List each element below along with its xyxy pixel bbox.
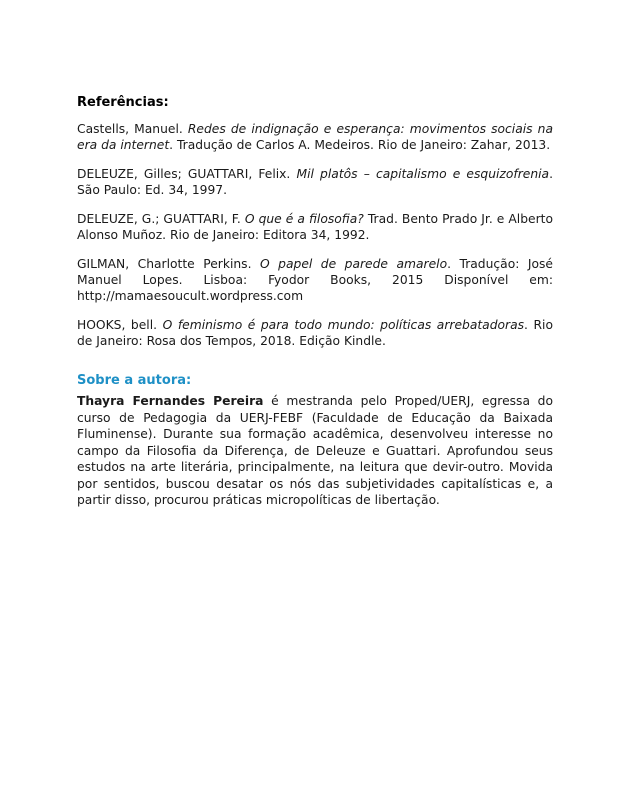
reference-title: O que é a filosofia? <box>244 212 364 226</box>
reference-authors: HOOKS, bell. <box>77 318 163 332</box>
reference-authors: DELEUZE, Gilles; GUATTARI, Felix. <box>77 167 297 181</box>
reference-item <box>77 317 553 349</box>
author-name: Thayra Fernandes Pereira <box>77 394 264 408</box>
reference-title: O feminismo é para todo mundo: políticas arrebatadoras <box>162 318 525 332</box>
reference-item <box>77 166 553 198</box>
reference-authors: GILMAN, Charlotte Perkins. <box>77 257 260 271</box>
reference-details: . Rio de Janeiro: Rosa dos Tempos, 2018. Edição Kindle. <box>77 318 553 348</box>
author-heading: Sobre a autora: <box>77 373 192 388</box>
reference-title: Redes de indignação e esperança: movimentos sociais na era da internet <box>77 122 553 152</box>
reference-authors: DELEUZE, G.; GUATTARI, F. <box>77 212 245 226</box>
reference-details: . São Paulo: Ed. 34, 1997. <box>77 167 553 197</box>
reference-authors: Castells, Manuel. <box>77 122 188 136</box>
reference-details: . Tradução de Carlos A. Medeiros. Rio de Janeiro: Zahar, 2013. <box>169 138 551 152</box>
reference-title: O papel de parede amarelo <box>260 257 448 271</box>
reference-details: . Tradução: José Manuel Lopes. Lisboa: Fyodor Books, 2015 Disponível em: http://mamaesoucult.wordpress.com <box>77 257 553 303</box>
reference-item <box>77 121 553 153</box>
document-page <box>77 94 553 509</box>
references-heading: Referências: <box>77 95 169 110</box>
reference-item <box>77 256 553 304</box>
author-bio-text: é mestranda pelo Proped/UERJ, egressa do curso de Pedagogia da UERJ-FEBF (Faculdade de Educação da Baixada Fluminense). Durante sua formação acadêmica, desenvolveu interesse no campo da Filosofia da Diferença, de Deleuze e Guattari. Aprofundou seus estudos na arte literária, principalmente, na leitura que devir-outro. Movida por sentidos, buscou desatar os nós das subjetividades capitalísticas e, a partir disso, procurou práticas micropolíticas de libertação. <box>77 394 554 507</box>
reference-title: Mil platôs – capitalismo e esquizofrenia <box>296 167 550 181</box>
reference-details: Trad. Bento Prado Jr. e Alberto Alonso Muñoz. Rio de Janeiro: Editora 34, 1992. <box>77 212 553 242</box>
author-bio <box>77 393 553 509</box>
reference-item <box>77 211 553 243</box>
